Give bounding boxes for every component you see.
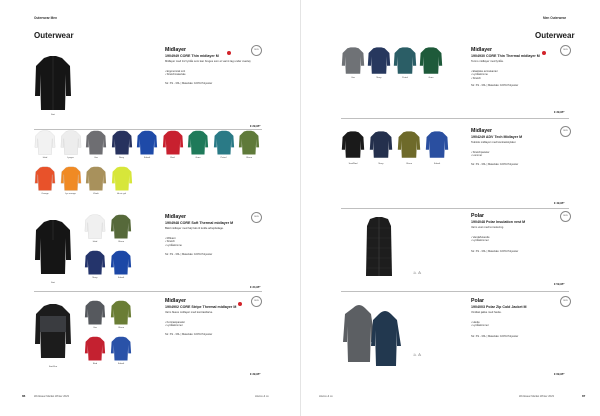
page-header: Men Outerwear — [543, 16, 567, 20]
swatch-caption: Kobolt — [143, 157, 151, 159]
color-swatch — [397, 128, 421, 167]
product-meta: Str. XS - 3XL | Materiale: 100% Polyester — [471, 84, 519, 87]
product-title: Midlayer — [471, 47, 493, 53]
color-swatch — [84, 250, 106, 281]
badge-icon: NEW — [251, 212, 262, 223]
swatch-caption: Hi-vis gul — [117, 193, 126, 195]
product-subtitle: 1904949 CORE Thin midlayer M — [165, 54, 219, 58]
main-garment-image — [34, 218, 72, 280]
product-title: Midlayer — [165, 214, 187, 220]
swatch-caption: Grøn — [195, 157, 201, 159]
product-subtitle: 1904003 Polar Zip Cold Jacket M — [471, 305, 527, 309]
new-dot-icon — [238, 302, 242, 306]
care-icons — [413, 270, 421, 275]
color-swatch — [84, 214, 106, 245]
color-swatch — [419, 46, 443, 81]
color-swatch — [34, 130, 56, 161]
badge-icon: NEW — [560, 45, 571, 56]
swatch-caption: Hvid — [42, 157, 48, 159]
product-title: Polar — [471, 213, 484, 219]
care-icons — [413, 352, 421, 357]
page-header: Outerwear Men — [34, 16, 58, 20]
main-garment-image — [361, 216, 397, 282]
divider — [341, 118, 569, 119]
product-meta: Str. XS - 3XL | Materiale: 100% Polyester — [471, 250, 519, 253]
badge-icon: NEW — [251, 296, 262, 307]
product-price: € 39,95* — [250, 372, 261, 376]
color-swatch — [213, 130, 235, 161]
product-bullets — [471, 321, 489, 328]
product-price: € 49,95* — [554, 201, 565, 205]
garment-caption: Sort/Grå — [48, 366, 58, 368]
bullet-item: ▪ Ribkant — [165, 237, 182, 240]
washing-icon: ♨ — [413, 270, 417, 275]
product-meta: Str. XS - 3XL | Materiale: 100% Polyester — [471, 335, 519, 338]
product-description: Termo midlayer med lynlås. — [471, 60, 504, 63]
swatch-caption: Grå — [351, 77, 355, 79]
washing-icon: ♨ — [413, 352, 417, 357]
bullet-item: ▪ Stretchmateriale — [165, 73, 186, 76]
product-bullets — [471, 236, 490, 243]
product-subtitle: 1904902 CORE Stripe Thermal midlayer M — [165, 305, 237, 309]
divider — [34, 291, 262, 292]
main-garment-image — [341, 302, 405, 372]
bullet-item: ▪ Lynlåslommer — [471, 239, 490, 242]
color-swatch — [341, 46, 365, 81]
bullet-item: ▪ Vandafvisende — [471, 236, 490, 239]
product-title: Polar — [471, 298, 484, 304]
product-price: € 29,95* — [250, 124, 261, 128]
color-swatch — [84, 336, 106, 367]
bullet-item: ▪ Lommer — [471, 154, 490, 157]
product-subtitle: 1904930 CORE Thin Thermal midlayer M — [471, 54, 540, 58]
divider — [341, 208, 569, 209]
swatch-caption: Hvid — [92, 241, 98, 243]
swatch-caption: Lys orange — [65, 193, 76, 195]
color-swatch — [393, 46, 417, 81]
page-number: 86 — [22, 394, 26, 398]
color-swatch — [110, 300, 132, 331]
color-swatch — [187, 130, 209, 161]
swatch-caption: Kobolt — [117, 277, 125, 279]
color-swatch — [111, 130, 133, 161]
badge-icon: NEW — [560, 211, 571, 222]
color-swatch — [369, 128, 393, 167]
swatch-caption: Grøn — [428, 77, 434, 79]
color-swatch — [367, 46, 391, 81]
product-description: Varm vest med let isolering. — [471, 226, 504, 229]
product-bullets — [165, 70, 186, 77]
color-swatch — [136, 130, 158, 161]
swatch-caption: Navy — [92, 277, 98, 279]
footer-title: Workwear Market Winter 2023 — [519, 395, 554, 398]
color-swatch — [85, 166, 107, 197]
page-number: 87 — [582, 394, 586, 398]
garment-caption: Sort — [50, 282, 55, 284]
section-title: Outerwear — [535, 31, 575, 40]
swatch-caption: Rød — [92, 363, 98, 365]
bullet-item: ▪ Lynlåslomme — [165, 244, 182, 247]
product-description: Varm fleece midlayer med kontrastfarve. — [165, 311, 214, 314]
swatch-caption: Oliven — [117, 241, 125, 243]
product-meta: Str. XS - 3XL | Materiale: 100% Polyester — [165, 333, 213, 336]
product-price: € 39,95* — [554, 110, 565, 114]
footer-title: Workwear Market Winter 2023 — [34, 395, 69, 398]
product-price: € 69,95* — [554, 372, 565, 376]
bullet-item: ▪ Elastiske ærmekanter — [471, 70, 498, 73]
main-garment-image — [34, 54, 72, 116]
product-bullets — [165, 321, 185, 328]
color-swatch — [425, 128, 449, 167]
new-dot-icon — [542, 51, 546, 55]
bullet-item: ▪ Stretch — [165, 240, 182, 243]
bullet-item: ▪ Lynlåslomme — [471, 73, 498, 76]
color-swatch — [238, 130, 260, 161]
product-description: Midlayer med 1/2 lynlås som kan bruges som et varmt lag under overtøj. — [165, 60, 252, 63]
swatch-caption: Petrol — [402, 77, 408, 79]
product-bullets — [165, 237, 182, 247]
bullet-item: ▪ Hætte — [471, 321, 489, 324]
section-title: Outerwear — [34, 31, 74, 40]
swatch-caption: Navy — [119, 157, 124, 159]
iron-icon: ⚠ — [417, 352, 422, 357]
color-swatch — [162, 130, 184, 161]
badge-icon: NEW — [560, 296, 571, 307]
swatch-caption: Oliven — [245, 157, 253, 159]
bullet-item: ▪ Ergonomisk snit — [165, 70, 186, 73]
product-description: Teknisk midlayer med kontraststykker. — [471, 141, 517, 144]
product-subtitle: 1904048 Polar Insulation vest M — [471, 220, 526, 224]
divider — [341, 291, 569, 292]
product-title: Midlayer — [165, 47, 187, 53]
swatch-caption: Rød — [170, 157, 175, 159]
bullet-item: ▪ Lynlåslommer — [471, 324, 489, 327]
product-bullets — [471, 151, 490, 158]
bullet-item: ▪ Kontrastpaneler — [165, 321, 185, 324]
product-description: Vindtæt jakke med hætte. — [471, 311, 502, 314]
color-swatch — [34, 166, 56, 197]
swatch-caption: Oliven — [405, 163, 413, 165]
right-page — [300, 0, 600, 416]
swatch-caption: Khaki — [93, 193, 99, 195]
bullet-item: ▪ Stretch — [471, 77, 498, 80]
swatch-caption: Grå — [94, 157, 98, 159]
iron-icon: ⚠ — [417, 270, 422, 275]
product-meta: Str. XS - 3XL | Materiale: 100% Polyester — [471, 163, 519, 166]
color-swatch — [84, 300, 106, 331]
swatch-caption: Grå — [93, 327, 97, 329]
main-garment-image — [34, 302, 72, 364]
color-swatch — [110, 250, 132, 281]
swatch-caption: Oliven — [117, 327, 125, 329]
swatch-caption: Kobolt — [433, 163, 441, 165]
footer-center: Hiscox & co — [255, 395, 269, 398]
color-swatch — [341, 128, 365, 167]
badge-icon: NEW — [251, 45, 262, 56]
color-swatch — [111, 166, 133, 197]
bullet-item: ▪ Stretchpaneler — [471, 151, 490, 154]
product-meta: Str. XS - 3XL | Materiale: 100% Polyester — [165, 253, 213, 256]
color-swatch — [110, 336, 132, 367]
product-subtitle: 1904948 CORE Soft Thermal midlayer M — [165, 221, 234, 225]
badge-icon: NEW — [560, 126, 571, 137]
product-price: € 59,95* — [554, 282, 565, 286]
color-swatch — [85, 130, 107, 161]
product-title: Midlayer — [471, 128, 493, 134]
garment-caption: Sort — [50, 114, 55, 116]
swatch-caption: Kobolt — [117, 363, 125, 365]
swatch-caption: Lysgrå — [67, 157, 74, 159]
color-swatch — [110, 214, 132, 245]
product-meta: Str. XS - 3XL | Materiale: 100% Polyester — [165, 82, 213, 85]
color-swatch — [60, 166, 82, 197]
footer-center: Hiscox & co — [319, 395, 333, 398]
new-dot-icon — [227, 51, 231, 55]
product-bullets — [471, 70, 498, 80]
bullet-item: ▪ Lynlåslommer — [165, 324, 185, 327]
product-subtitle: 1904249 ADV Tech Midlayer M — [471, 135, 523, 139]
swatch-caption: Sort/Rød — [348, 163, 358, 165]
swatch-caption: Petrol — [220, 157, 227, 159]
swatch-caption: Navy — [376, 77, 382, 79]
swatch-caption: Navy — [378, 163, 384, 165]
swatch-caption: Orange — [41, 193, 49, 195]
product-title: Midlayer — [165, 298, 187, 304]
color-swatch — [60, 130, 82, 161]
product-description: Blød midlayer med høj hals til kolde arbejdsdage. — [165, 227, 224, 230]
product-price: € 34,95* — [250, 285, 261, 289]
